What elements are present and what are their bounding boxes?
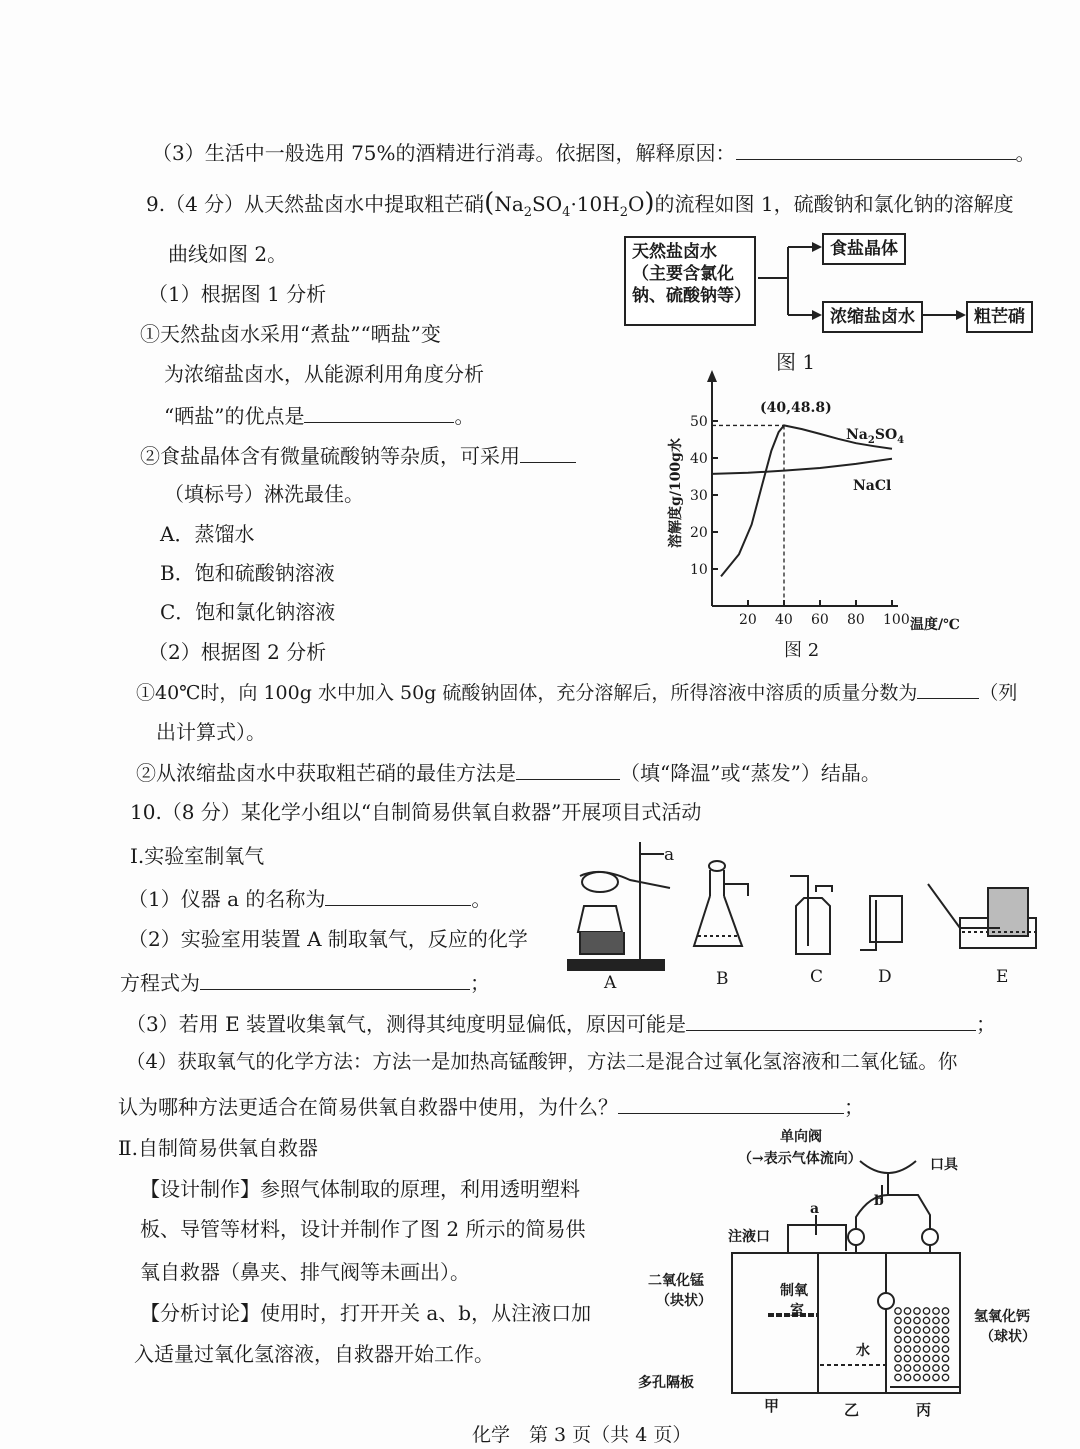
ball bbox=[942, 1327, 948, 1333]
label-valve: 单向阀 bbox=[780, 1129, 822, 1145]
ball bbox=[942, 1336, 948, 1342]
ball bbox=[942, 1365, 948, 1371]
ball bbox=[914, 1374, 920, 1380]
ball bbox=[933, 1346, 939, 1352]
ball bbox=[933, 1327, 939, 1333]
ball bbox=[895, 1327, 901, 1333]
x-tick-label: 20 bbox=[739, 612, 757, 628]
flow-arrows bbox=[0, 0, 1080, 400]
answer-blank[interactable] bbox=[917, 680, 979, 699]
ball bbox=[942, 1308, 948, 1314]
apparatus-d bbox=[860, 896, 902, 950]
q10-4b: 认为哪种方法更适合在简易供氧自救器中使用，为什么？ ； bbox=[118, 1095, 864, 1119]
label-a: a bbox=[664, 845, 675, 865]
apparatus-c bbox=[790, 876, 832, 954]
y-axis-arrow bbox=[707, 370, 717, 382]
label-water: 水 bbox=[856, 1343, 870, 1359]
q9-1-1c: “晒盐”的优点是 。 bbox=[164, 404, 475, 428]
solubility-chart bbox=[640, 368, 980, 664]
label-yi: 乙 bbox=[844, 1401, 860, 1419]
label-valve-note: （→表示气体流向） bbox=[738, 1151, 862, 1167]
q9-1-1b: 为浓缩盐卤水，从能源利用角度分析 bbox=[164, 362, 484, 386]
label-mouth: 口具 bbox=[930, 1157, 958, 1173]
ball bbox=[933, 1317, 939, 1323]
q9-2-2: ②从浓缩盐卤水中获取粗芒硝的最佳方法是 （填“降温”或“蒸发”）结晶。 bbox=[136, 761, 881, 785]
apparatus-e bbox=[928, 884, 1036, 948]
y-tick-label: 30 bbox=[690, 488, 708, 504]
label-caoh2: 氢氧化钙 bbox=[974, 1309, 1030, 1325]
answer-blank[interactable] bbox=[516, 761, 620, 780]
apparatus-a bbox=[568, 842, 670, 970]
label-porous-plate: 多孔隔板 bbox=[638, 1375, 694, 1391]
q8-3-text: （3）生活中一般选用 75%的酒精进行消毒。依据图，解释原因： 。 bbox=[152, 141, 1036, 165]
ball bbox=[895, 1365, 901, 1371]
q10-2b: 方程式为 ； bbox=[120, 971, 490, 995]
ball bbox=[914, 1365, 920, 1371]
q9-1-2a: ②食盐晶体含有微量硫酸钠等杂质，可采用 bbox=[140, 444, 576, 466]
label-inlet: 注液口 bbox=[728, 1229, 770, 1245]
ball bbox=[923, 1317, 929, 1323]
ball bbox=[914, 1317, 920, 1323]
ball bbox=[914, 1355, 920, 1361]
q9-1-2b: （填标号）淋洗最佳。 bbox=[164, 482, 364, 506]
label-jia: 甲 bbox=[764, 1397, 780, 1415]
ball bbox=[904, 1346, 910, 1352]
answer-blank[interactable] bbox=[325, 887, 471, 906]
ball bbox=[904, 1317, 910, 1323]
ball bbox=[914, 1346, 920, 1352]
ball bbox=[923, 1365, 929, 1371]
q10-4a: （4）获取氧气的化学方法：方法一是加热高锰酸钾，方法二是混合过氧化氢溶液和二氧化锰。你 bbox=[126, 1050, 958, 1073]
ball bbox=[904, 1308, 910, 1314]
ball bbox=[942, 1355, 948, 1361]
option-c: C．饱和氯化钠溶液 bbox=[160, 600, 336, 624]
x-tick-label: 40 bbox=[775, 612, 793, 628]
label-chamber-2: 室 bbox=[790, 1303, 804, 1319]
ball bbox=[923, 1308, 929, 1314]
ball bbox=[923, 1374, 929, 1380]
figure-2-caption: 图 2 bbox=[784, 640, 820, 661]
answer-blank[interactable] bbox=[686, 1012, 976, 1031]
y-tick-label: 50 bbox=[690, 414, 708, 430]
ball bbox=[923, 1346, 929, 1352]
y-tick-label: 20 bbox=[690, 525, 708, 541]
box-source: 天然盐卤水 （主要含氯化 钠、硫酸钠等） bbox=[624, 236, 756, 326]
series-line-na2so4 bbox=[721, 425, 892, 576]
answer-blank[interactable] bbox=[520, 444, 576, 463]
box-crude-mirabilite: 粗芒硝 bbox=[966, 301, 1033, 333]
label-bing: 丙 bbox=[916, 1401, 932, 1419]
q9-2-1b: 出计算式）。 bbox=[156, 720, 266, 744]
design-4: 【分析讨论】使用时，打开开关 a、b，从注液口加 bbox=[140, 1301, 592, 1325]
ball bbox=[895, 1355, 901, 1361]
y-tick-label: 40 bbox=[690, 451, 708, 467]
ball bbox=[923, 1355, 929, 1361]
ball bbox=[923, 1327, 929, 1333]
ball bbox=[942, 1374, 948, 1380]
series-label-na2so4: $Na_2SO_4$ bbox=[846, 427, 905, 446]
ball bbox=[942, 1317, 948, 1323]
q10-2a: （2）实验室用装置 A 制取氧气，反应的化学 bbox=[128, 927, 528, 951]
ball bbox=[904, 1355, 910, 1361]
ball bbox=[895, 1336, 901, 1342]
self-rescue-device bbox=[620, 1125, 1060, 1425]
label-chamber: 制氧 bbox=[780, 1283, 808, 1299]
ball bbox=[942, 1346, 948, 1352]
q10-1: （1）仪器 a 的名称为 。 bbox=[128, 887, 492, 911]
label-b: b bbox=[874, 1193, 884, 1209]
label-mno2-form: （块状） bbox=[656, 1293, 712, 1309]
apparatus-figure bbox=[560, 836, 1050, 996]
design-3: 氧自救器（鼻夹、排气阀等未画出）。 bbox=[140, 1260, 470, 1284]
option-b: B．饱和硫酸钠溶液 bbox=[160, 561, 335, 585]
ball bbox=[933, 1336, 939, 1342]
ball bbox=[933, 1365, 939, 1371]
answer-blank[interactable] bbox=[200, 971, 470, 990]
design-5: 入适量过氧化氢溶液，自救器开始工作。 bbox=[134, 1342, 494, 1366]
series-label-nacl: NaCl bbox=[853, 478, 892, 494]
figure-1-caption: 图 1 bbox=[776, 350, 816, 374]
q9-part2: （2）根据图 2 分析 bbox=[148, 640, 327, 664]
y-tick-label: 10 bbox=[690, 562, 708, 578]
ball bbox=[914, 1336, 920, 1342]
box-concentrated-brine: 浓缩盐卤水 bbox=[822, 301, 923, 333]
q10-header: 10.（8 分）某化学小组以“自制简易供氧自救器”开展项目式活动 bbox=[130, 800, 702, 824]
y-axis-label: 溶解度g/100g水 bbox=[668, 438, 684, 548]
ball bbox=[904, 1374, 910, 1380]
x-tick-label: 80 bbox=[847, 612, 865, 628]
x-tick-label: 100 bbox=[883, 612, 910, 628]
ball bbox=[904, 1327, 910, 1333]
ball bbox=[895, 1346, 901, 1352]
q10-3: （3）若用 E 装置收集氧气，测得其纯度明显偏低，原因可能是 ； bbox=[126, 1012, 997, 1036]
label-D: D bbox=[878, 967, 892, 987]
label-B: B bbox=[716, 969, 729, 989]
q10-section-1: Ⅰ.实验室制氧气 bbox=[130, 844, 265, 868]
q9-part1: （1）根据图 1 分析 bbox=[148, 282, 327, 306]
ball bbox=[895, 1374, 901, 1380]
q10-section-2: Ⅱ.自制简易供氧自救器 bbox=[118, 1136, 318, 1160]
q9-header-cont: 曲线如图 2。 bbox=[168, 242, 288, 266]
label-C: C bbox=[810, 967, 824, 987]
ball bbox=[904, 1336, 910, 1342]
calcium-hydroxide-balls bbox=[895, 1308, 949, 1381]
ball bbox=[933, 1355, 939, 1361]
label-mno2: 二氧化锰 bbox=[648, 1273, 704, 1289]
label-A: A bbox=[604, 973, 617, 993]
apparatus-b bbox=[694, 861, 748, 946]
design-1: 【设计制作】参照气体制取的原理，利用透明塑料 bbox=[140, 1177, 580, 1201]
ball bbox=[895, 1308, 901, 1314]
ball bbox=[914, 1327, 920, 1333]
box-salt-crystal: 食盐晶体 bbox=[822, 233, 906, 265]
ball bbox=[933, 1308, 939, 1314]
answer-blank[interactable] bbox=[304, 404, 454, 423]
ball bbox=[933, 1374, 939, 1380]
x-axis-label: 温度/℃ bbox=[910, 617, 960, 633]
design-2: 板、导管等材料，设计并制作了图 2 所示的简易供 bbox=[140, 1217, 586, 1241]
option-a: A．蒸馏水 bbox=[160, 522, 255, 546]
q9-header: 9.（4 分）从天然盐卤水中提取粗芒硝$(Na_2SO_4\cdot 10H_2O)$的流程如图 1，硫酸钠和氯化钠的溶解度 bbox=[146, 188, 1014, 220]
q9-2-1a: ①40℃时，向 100g 水中加入 50g 硫酸钠固体，充分溶解后，所得溶液中溶质的质量分数为 （列 bbox=[136, 682, 1018, 704]
label-caoh2-form: （球状） bbox=[980, 1329, 1036, 1345]
series-line-nacl bbox=[712, 459, 892, 474]
ball bbox=[914, 1308, 920, 1314]
ball bbox=[923, 1336, 929, 1342]
point-annotation: (40,48.8) bbox=[760, 400, 832, 416]
q9-1-1a: ①天然盐卤水采用“煮盐”“晒盐”变 bbox=[140, 322, 441, 346]
x-tick-label: 60 bbox=[811, 612, 829, 628]
ball bbox=[904, 1365, 910, 1371]
label-a-switch: a bbox=[810, 1201, 820, 1217]
label-E: E bbox=[996, 967, 1009, 987]
page-footer: 化学 第 3 页（共 4 页） bbox=[472, 1424, 692, 1446]
ball bbox=[895, 1317, 901, 1323]
answer-blank[interactable] bbox=[618, 1095, 844, 1114]
